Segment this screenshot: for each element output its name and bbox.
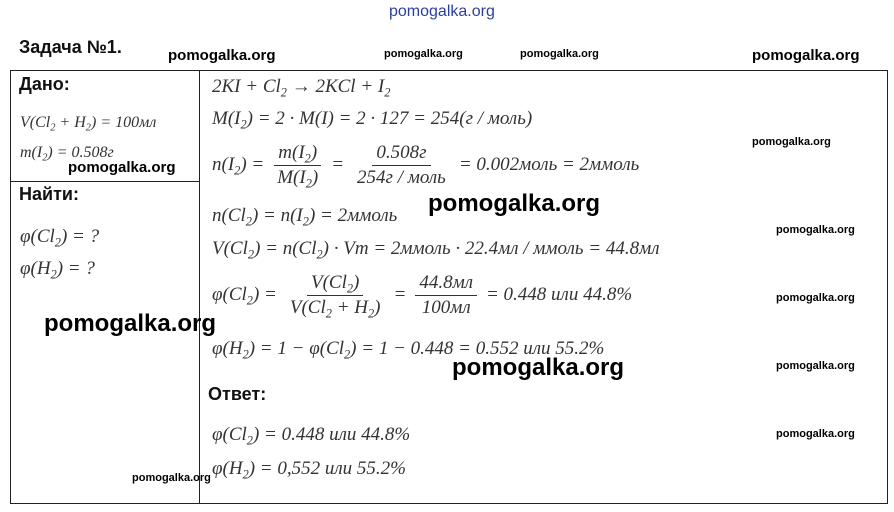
fraction-cl2-line bbox=[212, 272, 632, 319]
answer-phi-cl2: $\varphi(Cl_2) = 0.448$ или 44.8% bbox=[212, 424, 411, 448]
mass-over-molar-mass bbox=[273, 142, 322, 189]
watermark: pomogalka.org bbox=[384, 48, 463, 60]
watermark: pomogalka.org bbox=[44, 310, 217, 337]
find-phi-h2: $\varphi(H_2)$ = ? bbox=[20, 258, 95, 282]
moles-lhs: $n(I_2)$ = bbox=[212, 154, 265, 178]
watermark: pomogalka.org bbox=[132, 472, 211, 484]
task-title: Задача №1. bbox=[19, 37, 122, 57]
fraction-denominator: $M(I_2)$ bbox=[277, 166, 319, 191]
watermark: pomogalka.org bbox=[752, 136, 831, 148]
moles-cl2-line: $n(Cl_2) = n(I_2)$ = 2ммоль bbox=[212, 205, 398, 229]
equals-sign: = bbox=[331, 154, 345, 176]
molar-mass-line: $M(I_2) = 2 \cdot M(I) = 2 \cdot 127 = 254(г$ / моль) bbox=[212, 108, 533, 132]
answer-phi-h2: $\varphi(H_2) = 0,552$ или 55.2% bbox=[212, 458, 406, 482]
fraction-denominator: 100мл bbox=[421, 296, 471, 318]
numeric-fraction bbox=[353, 142, 450, 189]
watermark: pomogalka.org bbox=[68, 159, 176, 176]
table-divider bbox=[10, 70, 200, 504]
fraction-numerator: $m(I_2)$ bbox=[274, 142, 321, 166]
fraction-numerator: 44.8мл bbox=[415, 272, 477, 296]
watermark: pomogalka.org bbox=[776, 224, 855, 236]
volume-cl2-line: $V(Cl_2) = n(Cl_2) \cdot Vm$ = 2ммоль · 22.4мл / ммоль = 44.8мл bbox=[212, 238, 660, 262]
find-label: Найти: bbox=[19, 184, 79, 204]
watermark: pomogalka.org bbox=[520, 48, 599, 60]
reaction-equation: $2KI + Cl_2 \to 2KCl + I_2$ bbox=[212, 76, 391, 100]
fraction-numerator: 0.508г bbox=[372, 142, 430, 166]
fraction-h2-line: $\varphi(H_2) = 1 - \varphi(Cl_2) = 1 - 0.448 = 0.552$ или 55.2% bbox=[212, 338, 605, 362]
find-phi-cl2: $\varphi(Cl_2)$ = ? bbox=[20, 226, 100, 250]
watermark: pomogalka.org bbox=[776, 428, 855, 440]
fraction-denominator: $V(Cl_2 + H_2)$ bbox=[289, 296, 381, 321]
watermark: pomogalka.org bbox=[776, 292, 855, 304]
phi-lhs: $\varphi(Cl_2)$ = bbox=[212, 284, 277, 308]
given-mass: $m(I_2) = 0.508г$ bbox=[20, 144, 114, 164]
equals-sign: = bbox=[393, 284, 407, 306]
watermark: pomogalka.org bbox=[428, 190, 601, 217]
given-find-divider bbox=[10, 181, 200, 182]
phi-result: = 0.448 или 44.8% bbox=[485, 284, 633, 306]
watermark: pomogalka.org bbox=[452, 354, 625, 381]
answer-label: Ответ: bbox=[208, 384, 267, 404]
watermark: pomogalka.org bbox=[776, 360, 855, 372]
volume-ratio bbox=[286, 272, 385, 319]
given-volume: $V(Cl_2 + H_2) = 100мл$ bbox=[20, 114, 157, 134]
given-label: Дано: bbox=[19, 74, 70, 94]
numeric-fraction bbox=[415, 272, 477, 319]
watermark: pomogalka.org bbox=[752, 47, 860, 64]
fraction-numerator: $V(Cl_2)$ bbox=[307, 272, 363, 296]
moles-result: = 0.002моль = 2ммоль bbox=[458, 154, 640, 176]
moles-line bbox=[212, 142, 639, 189]
fraction-denominator: 254г / моль bbox=[357, 166, 446, 188]
watermark: pomogalka.org bbox=[168, 47, 276, 64]
site-title[interactable]: pomogalka.org bbox=[389, 3, 495, 20]
